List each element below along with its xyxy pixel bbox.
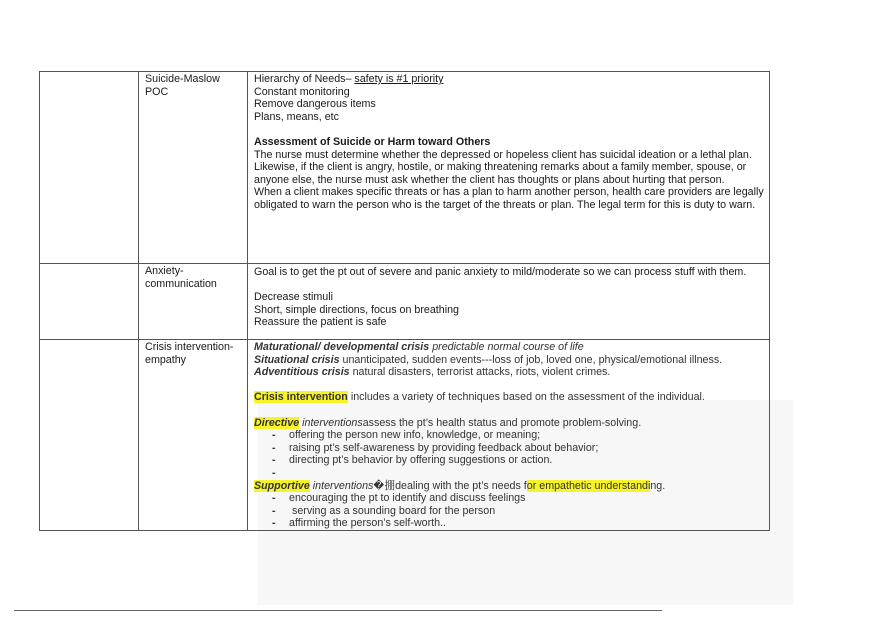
text-line: Decrease stimuli <box>254 291 333 304</box>
text-line: Goal is to get the pt out of severe and panic anxiety to mild/moderate so we can process stuff with them. <box>254 266 747 278</box>
row-blank-cell <box>40 72 139 264</box>
content-cell <box>248 340 770 531</box>
list-item: - offering the person new info, knowledge, or meaning; <box>254 429 764 442</box>
text-line: Maturational/ developmental crisis predictable normal course of life <box>254 341 584 353</box>
list-item: - affirming the person’s self-worth.. <box>254 517 764 530</box>
list-item: - directing pt’s behavior by offering suggestions or action. <box>254 454 764 467</box>
paragraph: The nurse must determine whether the depressed or hopeless client has suicidal ideation or a lethal plan. <box>254 148 752 161</box>
directive-list <box>254 429 764 479</box>
section-heading: Assessment of Suicide or Harm toward Others <box>254 135 491 148</box>
table-row <box>40 340 770 531</box>
paragraph: Likewise, if the client is angry, hostile, or making threatening remarks about a family member, spouse, or anyone else, the nurse must ask whether the client has thoughts or plans about hurting that person. <box>254 161 747 186</box>
text-line: Situational crisis unanticipated, sudden events---loss of job, loved one, physical/emotional illness. <box>254 353 723 366</box>
content-cell <box>248 264 770 340</box>
list-item <box>254 467 764 480</box>
text-line: Directive interventionsassess the pt’s health status and promote problem-solving. <box>254 416 642 429</box>
text-line: Constant monitoring <box>254 85 350 98</box>
list-item: - serving as a sounding board for the person <box>254 505 764 518</box>
table-row <box>40 264 770 340</box>
text-line: Reassure the patient is safe <box>254 316 387 329</box>
highlighted-term: Crisis intervention <box>254 391 348 404</box>
content-cell <box>248 72 770 264</box>
highlighted-term: Supportive <box>254 479 310 492</box>
text-line: Plans, means, etc <box>254 110 339 123</box>
highlighted-phrase: or empathetic understandi <box>526 479 651 492</box>
text-line: Supportive interventions�掤dealing with the pt’s needs for empathetic understanding. <box>254 479 666 492</box>
footer-divider <box>14 610 662 611</box>
text-line: Remove dangerous items <box>254 98 376 111</box>
text-line: Crisis intervention includes a variety of techniques based on the assessment of the individual. <box>254 391 705 404</box>
text-line: Adventitious crisis natural disasters, terrorist attacks, riots, violent crimes. <box>254 366 611 379</box>
notes-table <box>39 71 770 531</box>
topic-cell: Anxiety-communication <box>139 264 248 340</box>
text-line: Short, simple directions, focus on breathing <box>254 303 459 316</box>
supportive-list <box>254 492 764 530</box>
row-blank-cell <box>40 264 139 340</box>
list-item: - encouraging the pt to identify and discuss feelings <box>254 492 764 505</box>
text-line: Hierarchy of Needs– safety is #1 priority <box>254 73 444 85</box>
paragraph: When a client makes specific threats or has a plan to harm another person, health care providers are legally obligated to warn the person who is the target of the threats or plan. The legal term for this is duty to warn. <box>254 186 764 211</box>
row-blank-cell <box>40 340 139 531</box>
list-item: - raising pt’s self-awareness by providing feedback about behavior; <box>254 442 764 455</box>
table-row <box>40 72 770 264</box>
topic-cell: Suicide-Maslow POC <box>139 72 248 264</box>
highlighted-term: Directive <box>254 416 300 429</box>
topic-cell: Crisis intervention-empathy <box>139 340 248 531</box>
